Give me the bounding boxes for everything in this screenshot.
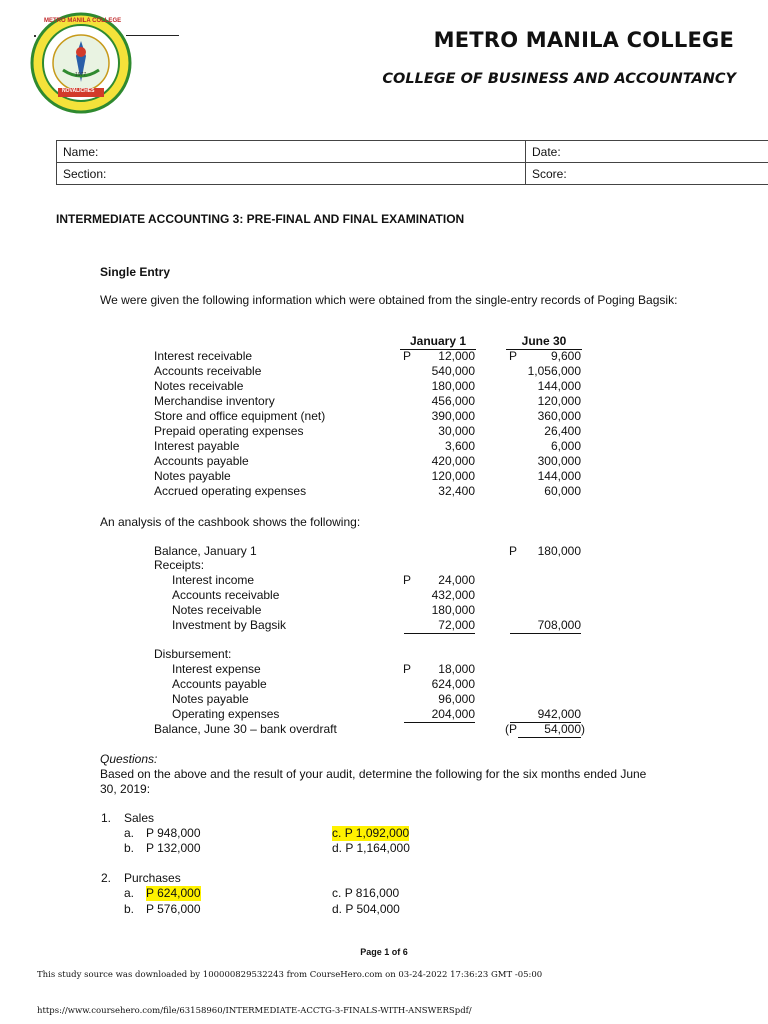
question-title: Purchases [124,871,181,885]
disbursement-row-label: Operating expenses [172,707,280,721]
department-name: COLLEGE OF BUSINESS AND ACCOUNTANCY [382,71,736,87]
receipt-value: 432,000 [431,588,475,602]
questions-heading: Questions: [100,752,158,766]
receipts-label: Receipts: [154,558,205,572]
score-field[interactable]: Score: [526,163,768,185]
currency-jun: P [509,349,518,363]
disbursement-row-label: Notes payable [172,692,249,706]
balance-row-january: 456,000 [431,394,475,408]
college-name: METRO MANILA COLLEGE [433,28,734,52]
questions-prompt: Based on the above and the result of your audit, determine the following for the six months ended June 30, 2019: [100,767,647,796]
logo-text-top: METRO MANILA COLLEGE [44,18,122,24]
balance-row-june: 60,000 [544,484,581,498]
balance-row-label: Accounts payable [154,454,249,468]
col-header-january: January 1 [400,334,476,350]
balance-row-label: Store and office equipment (net) [154,409,326,423]
choice-text: P 1,092,000 [344,826,410,840]
choice-d[interactable] [332,902,400,917]
balance-row-january: 120,000 [431,469,475,483]
page-number: Page 1 of 6 [360,947,408,957]
disbursement-row-value: 18,000 [438,662,475,676]
balance-row-january: 540,000 [431,364,475,378]
choice-letter: b. [124,902,135,916]
balance-row-label: Interest receivable [154,349,253,363]
balance-row-june: 120,000 [537,394,581,408]
choice-b[interactable]: P 132,000 [146,841,201,855]
choice-c[interactable] [332,886,399,901]
balance-row-label: Accounts receivable [154,364,262,378]
choice-letter: d. [332,841,343,855]
receipts-currency: P [403,573,412,587]
disbursement-currency: P [403,662,412,676]
cash-balance-currency: P [509,544,518,558]
section-title: Single Entry [100,265,171,279]
logo-text-bottom: NOVALICHES [62,88,95,94]
ending-balance-value: 54,000 [518,722,581,738]
choice-text: P 504,000 [345,902,400,916]
balance-row-january: 420,000 [431,454,475,468]
balance-row-january: 180,000 [431,379,475,393]
choice-letter: a. [124,886,135,900]
choice-a-answer[interactable]: P 624,000 [146,886,201,900]
header-rule [126,35,179,36]
disbursement-row-value: 624,000 [431,677,475,691]
choice-d[interactable] [332,841,410,856]
choice-letter: b. [124,841,135,855]
balance-row-label: Merchandise inventory [154,394,275,408]
balance-row-label: Prepaid operating expenses [154,424,304,438]
balance-row-june: 6,000 [550,439,581,453]
download-notice: This study source was downloaded by 100000829532243 from CourseHero.com on 03-24-2022 17:36:23 GMT -05:00 [37,970,543,980]
receipt-label: Accounts receivable [172,588,280,602]
col-header-june: June 30 [506,334,582,350]
balance-row-june: 26,400 [544,424,581,438]
balance-row-january: 12,000 [438,349,475,363]
choice-b[interactable]: P 576,000 [146,902,201,916]
balance-row-june: 360,000 [537,409,581,423]
cash-balance-value: 180,000 [537,544,581,558]
choice-c-answer[interactable] [332,826,409,841]
choice-text: P 1,164,000 [345,841,410,855]
balance-row-june: 9,600 [550,349,581,363]
name-field[interactable]: Name: [57,141,526,163]
disbursement-row-label: Accounts payable [172,677,267,691]
question-number: 2. [101,871,112,885]
question-title: Sales [124,811,155,825]
question-number: 1. [101,811,112,825]
balance-row-january: 390,000 [431,409,475,423]
ending-balance-suffix: ) [581,722,585,736]
balance-row-june: 144,000 [537,469,581,483]
balance-row-label: Notes payable [154,469,231,483]
currency-jan: P [403,349,412,363]
receipt-label: Investment by Bagsik [172,618,287,632]
disbursement-row-label: Interest expense [172,662,261,676]
cashbook-intro: An analysis of the cashbook shows the following: [100,515,361,529]
choice-letter: c. [332,826,342,840]
balance-row-june: 144,000 [537,379,581,393]
disbursement-row-value: 96,000 [438,692,475,706]
choice-letter: a. [124,826,135,840]
choice-letter: d. [332,902,343,916]
choice-letter: c. [332,886,342,900]
balance-row-january: 3,600 [444,439,475,453]
balance-row-june: 1,056,000 [527,364,581,378]
balance-row-june: 300,000 [537,454,581,468]
choice-a[interactable]: P 948,000 [146,826,201,840]
receipt-value: 72,000 [404,618,475,634]
cash-balance-label: Balance, January 1 [154,544,257,558]
balance-row-label: Notes receivable [154,379,244,393]
date-field[interactable]: Date: [526,141,768,163]
balance-row-label: Interest payable [154,439,240,453]
receipt-label: Interest income [172,573,255,587]
receipt-label: Notes receivable [172,603,262,617]
receipts-total: 708,000 [510,618,581,634]
balance-row-label: Accrued operating expenses [154,484,307,498]
disbursement-row-value: 204,000 [404,707,475,723]
balance-row-january: 30,000 [438,424,475,438]
disbursement-total: 942,000 [510,707,581,723]
student-info-table [56,140,768,185]
balance-row-january: 32,400 [438,484,475,498]
ending-balance-prefix: (P [505,722,517,736]
receipt-value: 24,000 [438,573,475,587]
source-url[interactable]: https://www.coursehero.com/file/63158960/INTERMEDIATE-ACCTG-3-FINALS-WITH-ANSWERSpdf/ [37,1006,472,1016]
exam-title: INTERMEDIATE ACCOUNTING 3: PRE-FINAL AND FINAL EXAMINATION [56,212,465,226]
header-dot [34,35,36,37]
college-logo [30,12,132,114]
disbursement-label: Disbursement: [154,647,232,661]
logo-year: 1977 [75,72,87,78]
intro-paragraph: We were given the following information which were obtained from the single-entry records of Poging Bagsik: [100,293,678,307]
section-field[interactable]: Section: [57,163,526,185]
ending-balance-label: Balance, June 30 – bank overdraft [154,722,337,736]
receipt-value: 180,000 [431,603,475,617]
choice-text: P 816,000 [344,886,400,900]
